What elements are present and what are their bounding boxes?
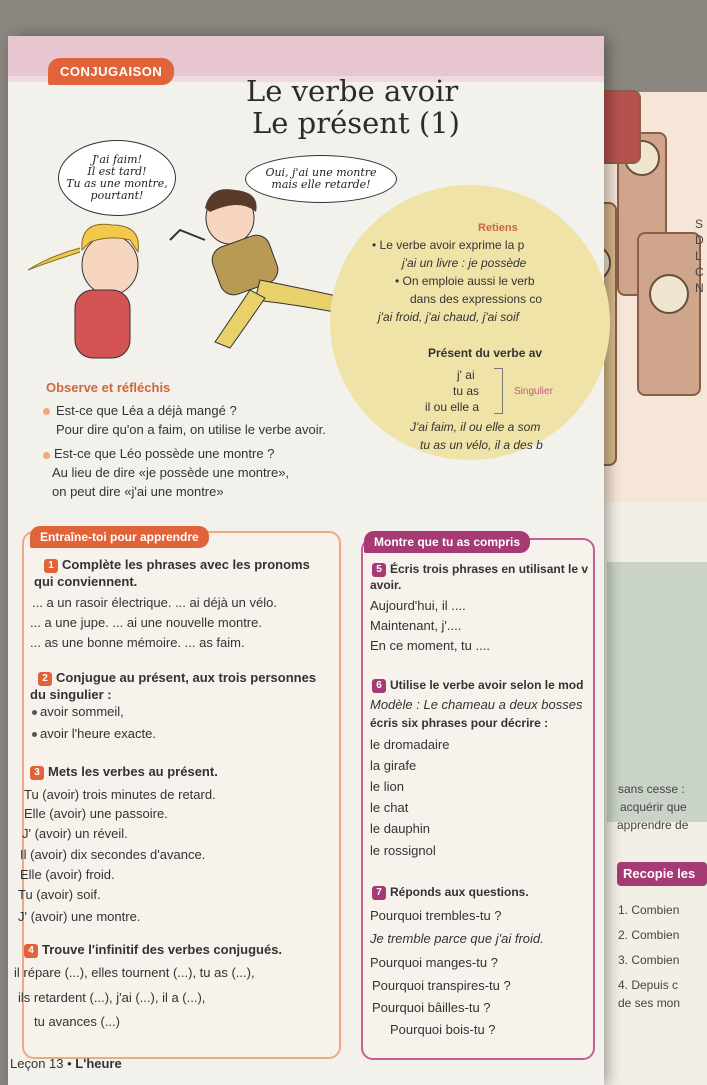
page-subtitle: Le présent (1) — [252, 106, 460, 140]
comprehension-box-heading: Montre que tu as compris — [364, 531, 530, 553]
exercise-number-badge: 3 — [30, 766, 44, 780]
bubble-line: Il est tard! — [87, 165, 147, 178]
exercise-number-badge: 1 — [44, 559, 58, 573]
exercise-2-title: 2 Conjugue au présent, aux trois personnes — [38, 670, 316, 686]
exercise-item: le lion — [370, 779, 404, 794]
exercise-line: il répare (...), elles tournent (...), tu as (...), — [14, 965, 255, 980]
exercise-line: ... a un rasoir électrique. ... ai déjà un vélo. — [32, 595, 277, 610]
exercise-line: Tu (avoir) trois minutes de retard. — [24, 787, 216, 802]
exercise-number-badge: 5 — [372, 563, 386, 577]
right-page-line: acquérir que — [620, 800, 687, 814]
conjugation-row: il ou elle a — [425, 400, 480, 414]
exercise-line: En ce moment, tu .... — [370, 638, 490, 653]
exercise-6-title: 6 Utilise le verbe avoir selon le mod — [372, 678, 583, 693]
retiens-line: j'ai froid, j'ai chaud, j'ai soif — [378, 310, 519, 324]
exercise-line: tu avances (...) — [34, 1014, 120, 1029]
exercise-line: Tu (avoir) soif. — [18, 887, 101, 902]
exercise-line: Elle (avoir) froid. — [20, 867, 115, 882]
exercise-item: avoir l'heure exacte. — [40, 726, 156, 741]
conjugation-row: tu as — [453, 384, 480, 398]
right-page-item: 2. Combien — [618, 928, 680, 942]
side-letter: L — [695, 249, 702, 263]
exercise-number-badge: 4 — [24, 944, 38, 958]
exercise-line: Pourquoi trembles-tu ? — [370, 908, 502, 923]
exercise-line: Maintenant, j'.... — [370, 618, 462, 633]
retiens-line: dans des expressions co — [410, 292, 543, 306]
observe-question: Est-ce que Léa a déjà mangé ? — [56, 403, 237, 418]
page-title: Le verbe avoir — [246, 74, 459, 108]
exercise-3-title: 3 Mets les verbes au présent. — [30, 764, 218, 780]
exercise-line: Elle (avoir) une passoire. — [24, 806, 168, 821]
right-page-line: apprendre de — [617, 818, 689, 832]
clock-face-icon — [649, 274, 689, 314]
exercise-item: le dromadaire — [370, 737, 450, 752]
clock-illustration — [637, 232, 701, 396]
exercise-line: Pourquoi bois-tu ? — [390, 1022, 496, 1037]
exercise-line: Il (avoir) dix secondes d'avance. — [20, 847, 206, 862]
retiens-line: • Le verbe avoir exprime la p — [372, 238, 525, 252]
footer-lesson: Leçon 13 • — [10, 1056, 72, 1071]
exercise-4-title: 4 Trouve l'infinitif des verbes conjugués. — [24, 942, 282, 958]
exercise-line: J' (avoir) un réveil. — [22, 826, 128, 841]
retiens-heading: Retiens — [478, 222, 518, 234]
boy-speech-bubble — [245, 155, 397, 203]
exercise-line: Pourquoi bâilles-tu ? — [372, 1000, 491, 1015]
observe-heading: Observe et réfléchis — [46, 380, 171, 395]
bubble-line: pourtant! — [90, 189, 144, 202]
observe-answer: Au lieu de dire «je possède une montre», — [52, 465, 290, 480]
observe-answer: on peut dire «j'ai une montre» — [52, 484, 224, 499]
exercise-item: le dauphin — [370, 821, 430, 836]
boy-illustration — [170, 189, 355, 348]
singulier-bracket — [494, 368, 503, 414]
exercise-item: la girafe — [370, 758, 417, 773]
practice-box-heading: Entraîne-toi pour apprendre — [30, 526, 209, 548]
observe-answer: Pour dire qu'on a faim, on utilise le verbe avoir. — [56, 422, 326, 437]
right-page-item: 3. Combien — [618, 953, 680, 967]
bullet-icon — [43, 452, 50, 459]
exercise-number-badge: 2 — [38, 672, 52, 686]
right-page-recopie-heading: Recopie les — [617, 862, 707, 886]
exercise-line: ... a une jupe. ... ai une nouvelle montre. — [30, 615, 262, 630]
exercise-line: Je tremble parce que j'ai froid. — [370, 931, 544, 946]
footer-topic: L'heure — [75, 1056, 122, 1071]
side-letter: D — [695, 233, 704, 247]
right-page-item: de ses mon — [618, 996, 681, 1010]
retiens-line: j'ai un livre : je possède — [402, 256, 527, 270]
exercise-number-badge: 6 — [372, 679, 386, 693]
exercise-number-badge: 7 — [372, 886, 386, 900]
bubble-line: mais elle retarde! — [271, 178, 371, 191]
bullet-icon — [32, 710, 37, 715]
exercise-2-title-cont: du singulier : — [30, 687, 112, 702]
bullet-icon — [43, 408, 50, 415]
retiens-example: J'ai faim, il ou elle a som — [410, 420, 541, 434]
exercise-7-title: 7 Réponds aux questions. — [372, 885, 529, 900]
exercise-5-title-cont: avoir. — [370, 578, 402, 592]
side-letter: N — [695, 281, 704, 295]
exercise-model: Modèle : Le chameau a deux bosses — [370, 697, 583, 712]
exercise-line: ils retardent (...), j'ai (...), il a (...), — [18, 990, 206, 1005]
bubble-line: Tu as une montre, — [66, 177, 168, 190]
bubble-line: Oui, j'ai une montre — [265, 166, 377, 179]
exercise-item: le rossignol — [370, 843, 436, 858]
present-heading: Présent du verbe av — [428, 346, 543, 360]
exercise-1-title-cont: qui conviennent. — [34, 574, 138, 589]
girl-illustration — [28, 224, 138, 358]
exercise-item: le chat — [370, 800, 409, 815]
side-letter: S — [695, 217, 704, 231]
observe-question: Est-ce que Léo possède une montre ? — [54, 446, 275, 461]
exercise-5-title: 5 Écris trois phrases en utilisant le v — [372, 562, 588, 577]
bubble-line: J'ai faim! — [91, 153, 142, 166]
exercise-instruction: écris six phrases pour décrire : — [370, 716, 549, 730]
bullet-icon — [32, 732, 37, 737]
right-page-item: 1. Combien — [618, 903, 680, 917]
exercise-line: ... as une bonne mémoire. ... as faim. — [30, 635, 245, 650]
exercise-1-title: 1 Complète les phrases avec les pronoms — [44, 557, 310, 573]
singulier-label: Singulier — [514, 386, 553, 397]
retiens-line: • On emploie aussi le verb — [395, 274, 535, 288]
right-page-item: 4. Depuis c — [618, 978, 679, 992]
exercise-line: Pourquoi manges-tu ? — [370, 955, 498, 970]
girl-speech-bubble — [58, 140, 176, 216]
conjugation-row: j' ai — [457, 368, 475, 382]
exercise-item: avoir sommeil, — [40, 704, 124, 719]
right-page-line: sans cesse : — [618, 782, 685, 796]
exercise-line: Aujourd'hui, il .... — [370, 598, 466, 613]
retiens-example: tu as un vélo, il a des b — [420, 438, 543, 452]
section-tab: CONJUGAISON — [48, 58, 174, 85]
page-footer — [10, 1056, 122, 1071]
exercise-line: J' (avoir) une montre. — [18, 909, 141, 924]
exercise-line: Pourquoi transpires-tu ? — [372, 978, 511, 993]
side-letter: C — [695, 265, 704, 279]
